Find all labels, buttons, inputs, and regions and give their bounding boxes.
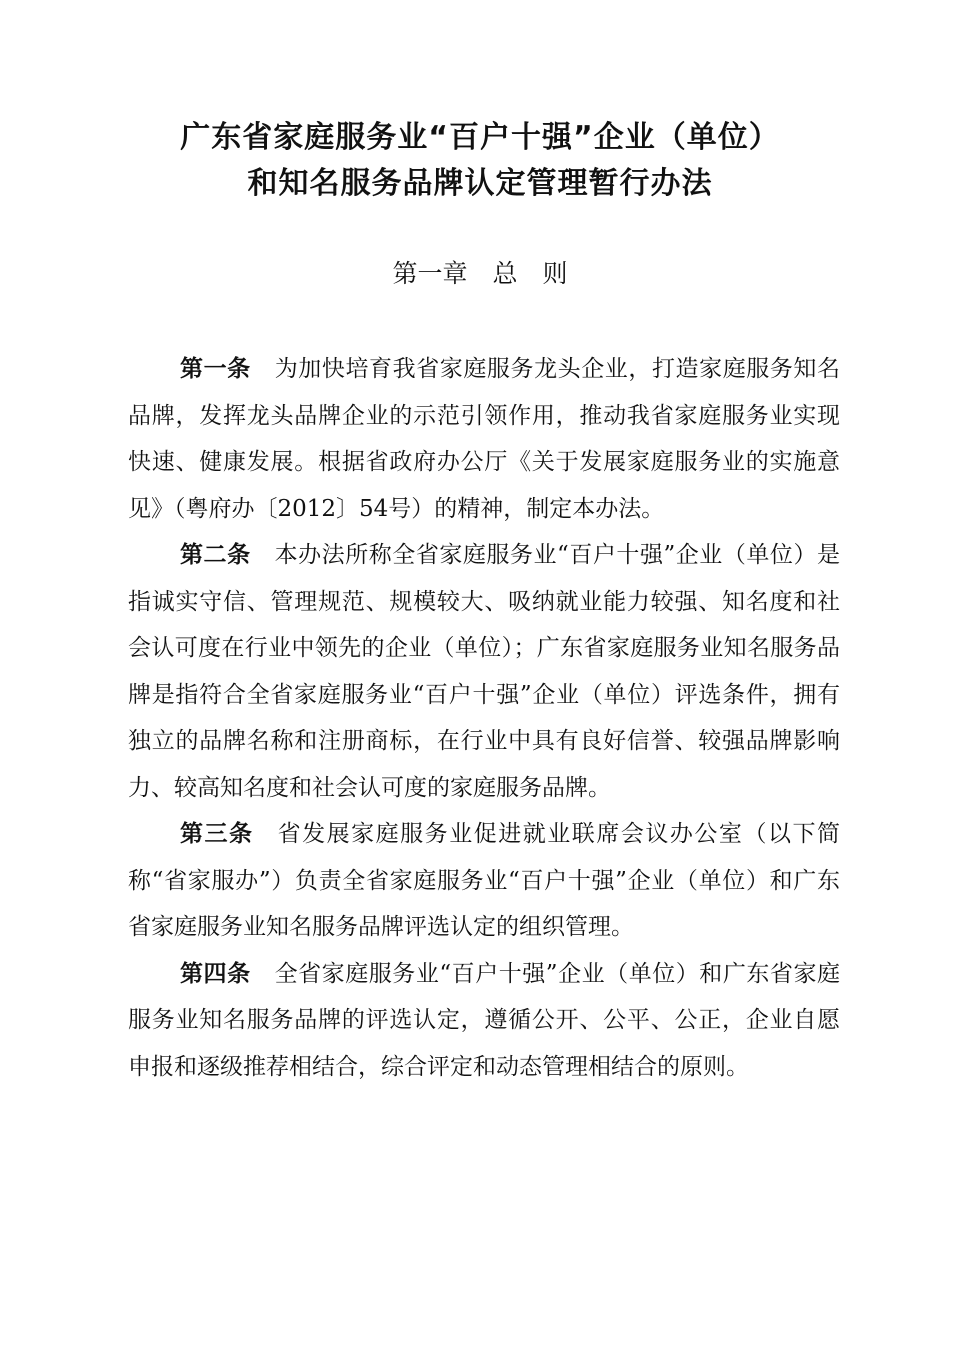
document-title-line-2: 和知名服务品牌认定管理暂行办法 (247, 166, 713, 201)
article-4 (128, 951, 840, 1091)
article-3-text: 省发展家庭服务业促进就业联席会议办公室（以下简称“省家服办”）负责全省家庭服务业“百户十强”企业（单位）和广东省家庭服务业知名服务品牌评选认定的组织管理。 (128, 821, 841, 940)
article-2-label: 第二条 (180, 542, 251, 568)
article-4-text: 全省家庭服务业“百户十强”企业（单位）和广东省家庭服务业知名服务品牌的评选认定，遵循公开、公平、公正，企业自愿申报和逐级推荐相结合，综合评定和动态管理相结合的原则。 (128, 960, 840, 1080)
article-2-text: 本办法所称全省家庭服务业“百户十强”企业（单位）是指诚实守信、管理规范、规模较大、吸纳就业能力较强、知名度和社会认可度在行业中领先的企业（单位）；广东省家庭服务业知名服务品牌是指符合全省家庭服务业“百户十强”企业（单位）评选条件，拥有独立的品牌名称和注册商标，在行业中具有良好信誉、较强品牌影响力、较高知名度和社会认可度的家庭服务品牌。 (128, 542, 840, 801)
article-3 (128, 811, 840, 951)
article-2 (128, 532, 840, 811)
document-body (128, 346, 840, 1090)
article-1-text: 为加快培育我省家庭服务龙头企业，打造家庭服务知名品牌，发挥龙头品牌企业的示范引领作用，推动我省家庭服务业实现快速、健康发展。根据省政府办公厅《关于发展家庭服务业的实施意见》（粤府办〔2012〕54号）的精神，制定本办法。 (128, 356, 841, 522)
article-1-label: 第一条 (180, 356, 251, 382)
article-1 (128, 346, 840, 532)
article-4-label: 第四条 (180, 960, 251, 987)
chapter-heading: 第一章 总 则 (392, 259, 568, 288)
document-title-line-1: 广东省家庭服务业“百户十强”企业（单位） (180, 120, 780, 155)
article-3-label: 第三条 (180, 821, 254, 847)
